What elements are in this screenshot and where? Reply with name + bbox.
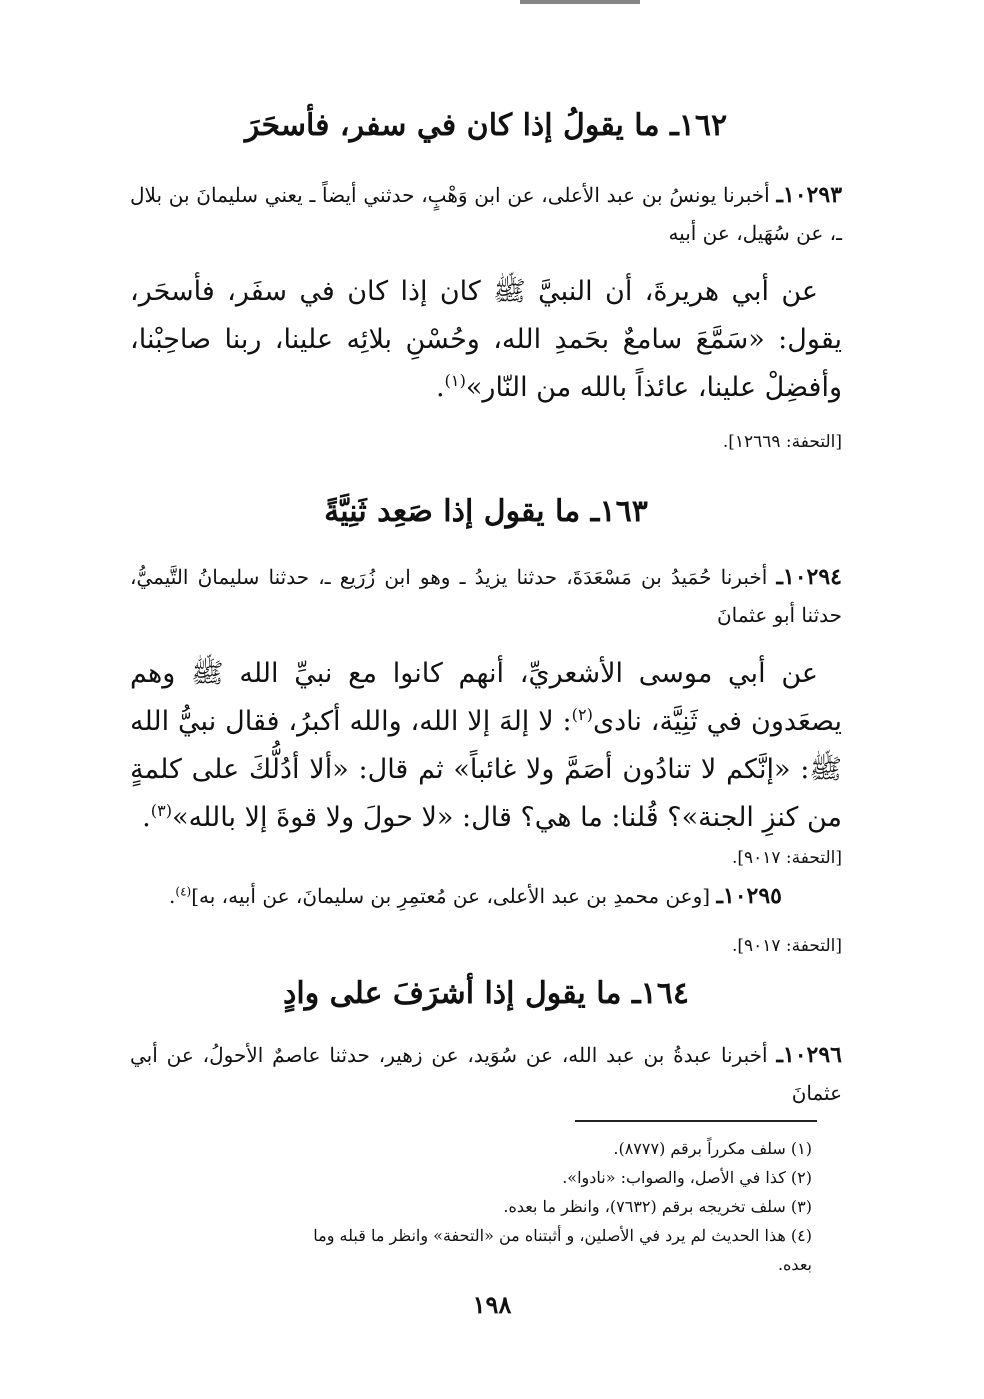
footnote-ref: (٢) xyxy=(571,705,593,724)
footnote-2: (٢) كذا في الأصل، والصواب: «نادوا». xyxy=(562,1168,812,1187)
hadith-number: ١٠٢٩٥ـ xyxy=(716,883,782,909)
section-heading-164: ١٦٤ـ ما يقول إذا أشرَفَ على وادٍ xyxy=(283,976,689,1011)
hadith-number: ١٠٢٩٣ـ xyxy=(776,182,843,208)
hadith-10293-matn: عن أبي هريرةَ، أن النبيَّ ﷺ كان إذا كان في سفَر، فأسحَر، يقول: «سَمَّعَ سامعٌ بحَمدِ الله، وحُسْنِ بلائِه علينا، ربنا صاحِبْنا، وأفضِلْ علينا، عائذاً بالله من النّار»$^{(١)}$. xyxy=(130,276,842,403)
tuhfa-reference: [التحفة: ٩٠١٧]. xyxy=(731,936,842,956)
matn-text: عن أبي هريرةَ، أن النبيَّ ﷺ كان إذا كان في سفَر، فأسحَر، يقول: «سَمَّعَ سامعٌ بحَمدِ الله، وحُسْنِ بلائِه علينا، ربنا صاحِبْنا، وأفضِلْ علينا، عائذاً بالله من النّار» xyxy=(130,276,842,403)
footnote-ref: (٣) xyxy=(150,801,173,820)
page-number: ١٩٨ xyxy=(472,1290,512,1319)
isnad-text: أخبرنا حُمَيدُ بن مَسْعَدَةَ، حدثنا يزيدُ ـ وهو ابن زُرَيع ـ، حدثنا سليمانُ التَّيميُّ، حدثنا أبو عثمانَ xyxy=(130,565,842,627)
matn-text-continued: : لا إلهَ إلا الله، والله أكبرُ، فقال نبيُّ الله ﷺ: «إنَّكم لا تنادُون أصَمَّ ولا غائباً» ثم قال: «ألا أدُلُّكَ على كلمةٍ من كنزِ الجنة»؟ قُلنا: ما هي؟ قال: «لا حولَ ولا قوةَ إلا بالله» xyxy=(130,706,842,833)
tuhfa-reference: [التحفة: ١٢٦٦٩]. xyxy=(722,432,842,452)
isnad-text: أخبرنا عبدةُ بن عبد الله، عن سُوَيد، عن زهير، حدثنا عاصمٌ الأحولُ، عن أبي عثمانَ xyxy=(130,1043,842,1105)
hadith-number: ١٠٢٩٤ـ xyxy=(776,564,842,590)
hadith-10295: ١٠٢٩٥ـ [وعن محمدِ بن عبد الأعلى، عن مُعتمِرِ بن سليمانَ، عن أبيه، به]$^{(٤)}$. xyxy=(169,883,782,909)
hadith-10294-isnad xyxy=(130,558,842,634)
isnad-text: أخبرنا يونسُ بن عبد الأعلى، عن ابن وَهْبٍ، حدثني أيضاً ـ يعني سليمانَ بن بلال ـ، عن سُهَيل، عن أبيه xyxy=(130,183,842,245)
hadith-10294-matn: عن أبي موسى الأشعريِّ، أنهم كانوا مع نبيِّ الله ﷺ وهم يصعَدون في ثَنِيَّة، نادى$^{(٢)}$: لا إلهَ إلا الله، والله أكبرُ، فقال نبيُّ الله ﷺ: «إنَّكم لا تنادُون أصَمَّ ولا غائباً» ثم قال: «ألا أدُلُّكَ على كلمةٍ من كنزِ الجنة»؟ قُلنا: ما هي؟ قال: «لا حولَ ولا قوةَ إلا بالله»$^{(٣)}$. xyxy=(130,658,842,833)
footnote-ref: (٤) xyxy=(175,884,192,899)
footnotes xyxy=(280,1134,812,1279)
hadith-number: ١٠٢٩٦ـ xyxy=(776,1042,842,1068)
footnote-ref: (١) xyxy=(444,371,466,390)
hadith-text: [وعن محمدِ بن عبد الأعلى، عن مُعتمِرِ بن سليمانَ، عن أبيه، به] xyxy=(191,884,711,908)
top-edge-mark xyxy=(520,0,640,4)
section-heading-162: ١٦٢ـ ما يقولُ إذا كان في سفر، فأسحَرَ xyxy=(244,108,728,143)
hadith-10296-isnad xyxy=(130,1036,842,1112)
section-heading-163: ١٦٣ـ ما يقول إذا صَعِد ثَنِيَّةً xyxy=(324,494,648,529)
footnote-3: (٣) سلف تخريجه برقم (٧٦٣٢)، وانظر ما بعده. xyxy=(503,1197,812,1216)
footnote-separator xyxy=(575,1120,817,1122)
footnote-1: (١) سلف مكرراً برقم (٨٧٧٧). xyxy=(613,1139,812,1158)
footnote-4: (٤) هذا الحديث لم يرد في الأصلين، و أثبتناه من «التحفة» وانظر ما قبله وما بعده. xyxy=(313,1226,812,1274)
matn-text: عن أبي موسى الأشعريِّ، أنهم كانوا مع نبيِّ الله ﷺ وهم يصعَدون في ثَنِيَّة، نادى xyxy=(130,658,842,737)
hadith-10293-isnad xyxy=(130,176,842,252)
tuhfa-reference: [التحفة: ٩٠١٧]. xyxy=(731,848,842,868)
